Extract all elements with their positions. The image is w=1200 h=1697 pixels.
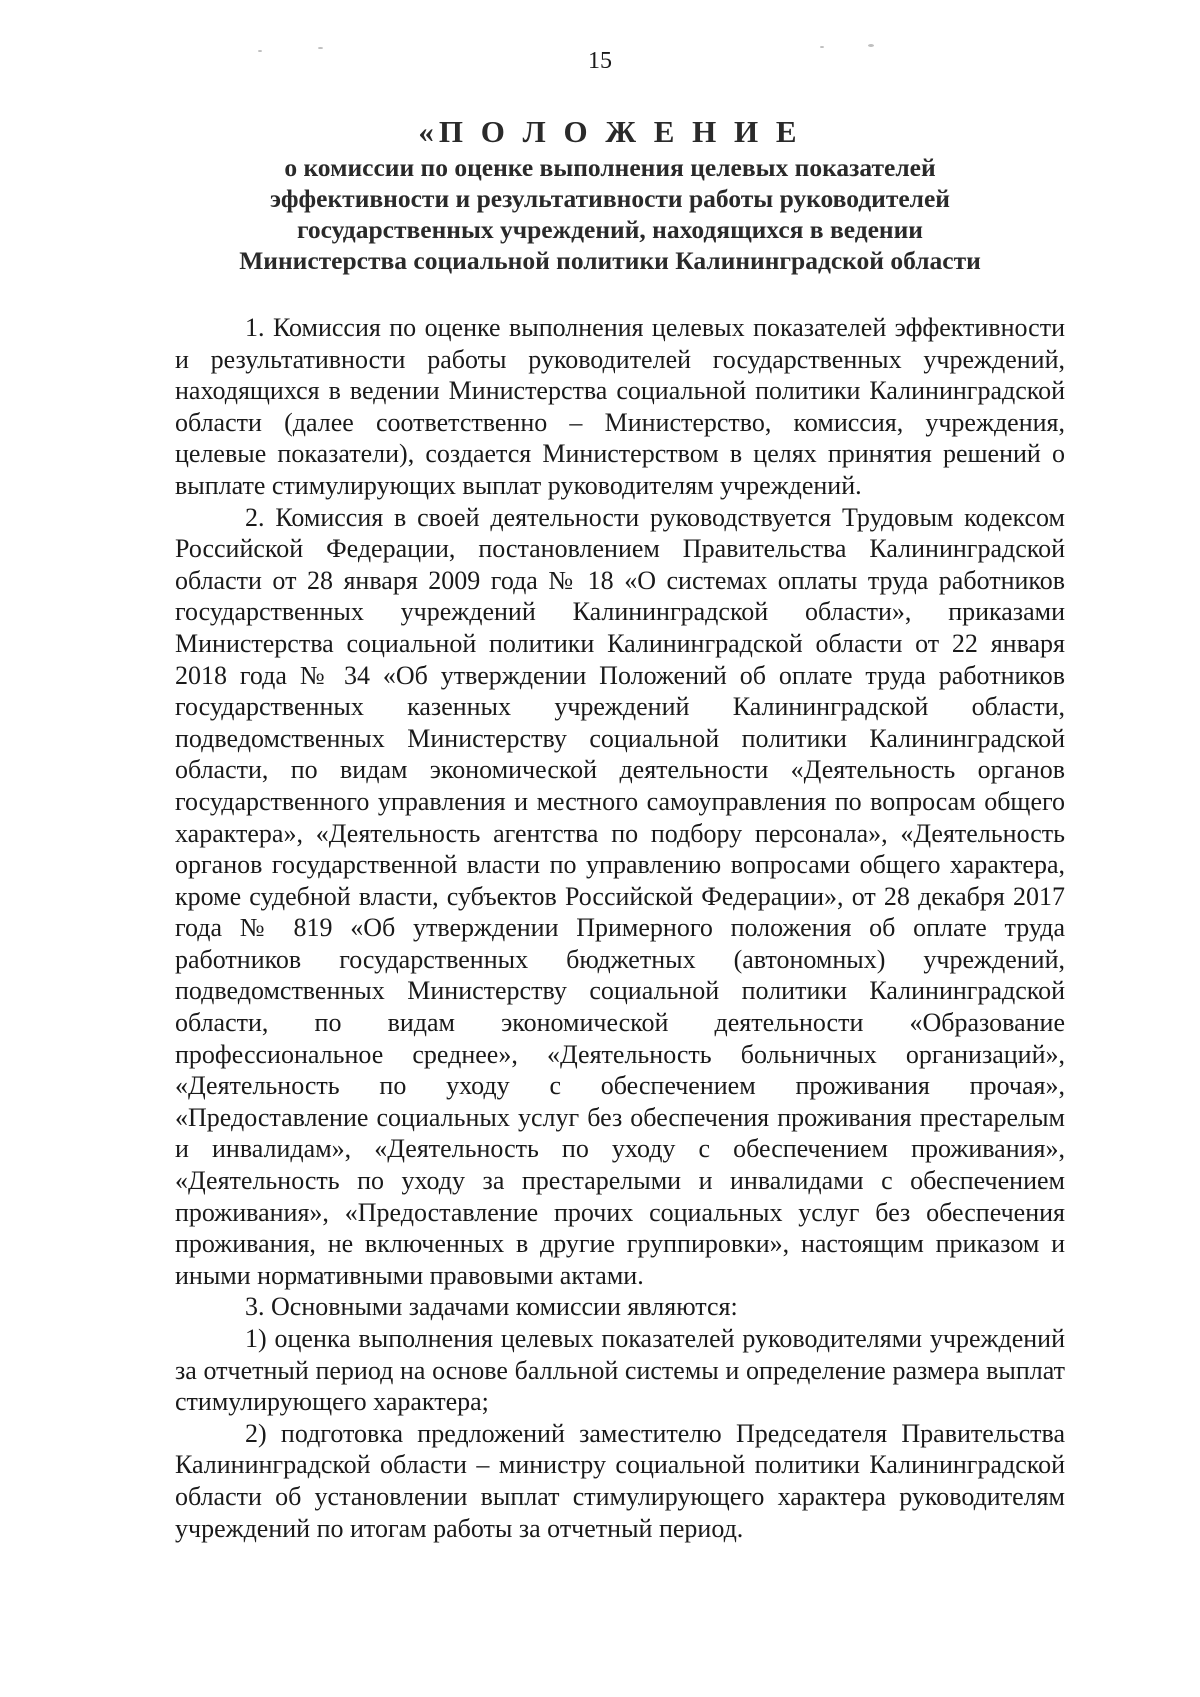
- document-heading: [170, 112, 1050, 276]
- list-item: 2) подготовка предложений заместителю Председателя Правительства Калининградской области – министру социальной политики Калининградской области об установлении выплат стимулирующего характера руководителям учреждений по итогам работы за отчетный период.: [175, 1418, 1065, 1543]
- paragraph: 2. Комиссия в своей деятельности руководствуется Трудовым кодексом Российской Федерации, постановлением Правительства Калининградской области от 28 января 2009 года № 18 «О системах оплаты труда работников государственных учреждений Калининградской области», приказами Министерства социальной политики Калининградской области от 22 января 2018 года № 34 «Об утверждении Положений об оплате труда работников государственных казенных учреждений Калининградской области, подведомственных Министерству социальной политики Калининградской области, по видам экономической деятельности «Деятельность органов государственного управления и местного самоуправления по вопросам общего характера», «Деятельность агентства по подбору персонала», «Деятельность органов государственной власти по управлению вопросами общего характера, кроме судебной власти, субъектов Российской Федерации», от 28 декабря 2017 года № 819 «Об утверждении Примерного положения об оплате труда работников государственных бюджетных (автономных) учреждений, подведомственных Министерству социальной политики Калининградской области, по видам экономической деятельности «Образование профессиональное среднее», «Деятельность больничных организаций», «Деятельность по уходу с обеспечением проживания прочая», «Предоставление социальных услуг без обеспечения проживания престарелым и инвалидам», «Деятельность по уходу с обеспечением проживания», «Деятельность по уходу за престарелыми и инвалидами с обеспечением проживания», «Предоставление прочих социальных услуг без обеспечения проживания, не включенных в другие группировки», настоящим приказом и иными нормативными правовыми актами.: [175, 502, 1065, 1290]
- paragraph: 1. Комиссия по оценке выполнения целевых показателей эффективности и результативности работы руководителей государственных учреждений, находящихся в ведении Министерства социальной политики Калининградской области (далее соответственно – Министерство, комиссия, учреждения, целевые показатели), создается Министерством в целях принятия решений о выплате стимулирующих выплат руководителям учреждений.: [175, 313, 1065, 500]
- document-subtitle-line: государственных учреждений, находящихся в ведении: [296, 215, 924, 244]
- document-subtitle-line: эффективности и результативности работы руководителей: [270, 184, 950, 213]
- paragraph: 3. Основными задачами комиссии являются:: [245, 1292, 738, 1322]
- scan-speck: [868, 44, 874, 47]
- page-number: 15: [588, 48, 612, 74]
- list-item: 1) оценка выполнения целевых показателей руководителями учреждений за отчетный период на основе балльной системы и определение размера выплат стимулирующего характера;: [175, 1324, 1065, 1417]
- document-subtitle-line: о комиссии по оценке выполнения целевых показателей: [284, 153, 936, 182]
- document-body: [175, 312, 1065, 1544]
- document-subtitle-line: Министерства социальной политики Калининградской области: [239, 246, 981, 275]
- document-title: «П О Л О Ж Е Н И Е: [418, 114, 802, 149]
